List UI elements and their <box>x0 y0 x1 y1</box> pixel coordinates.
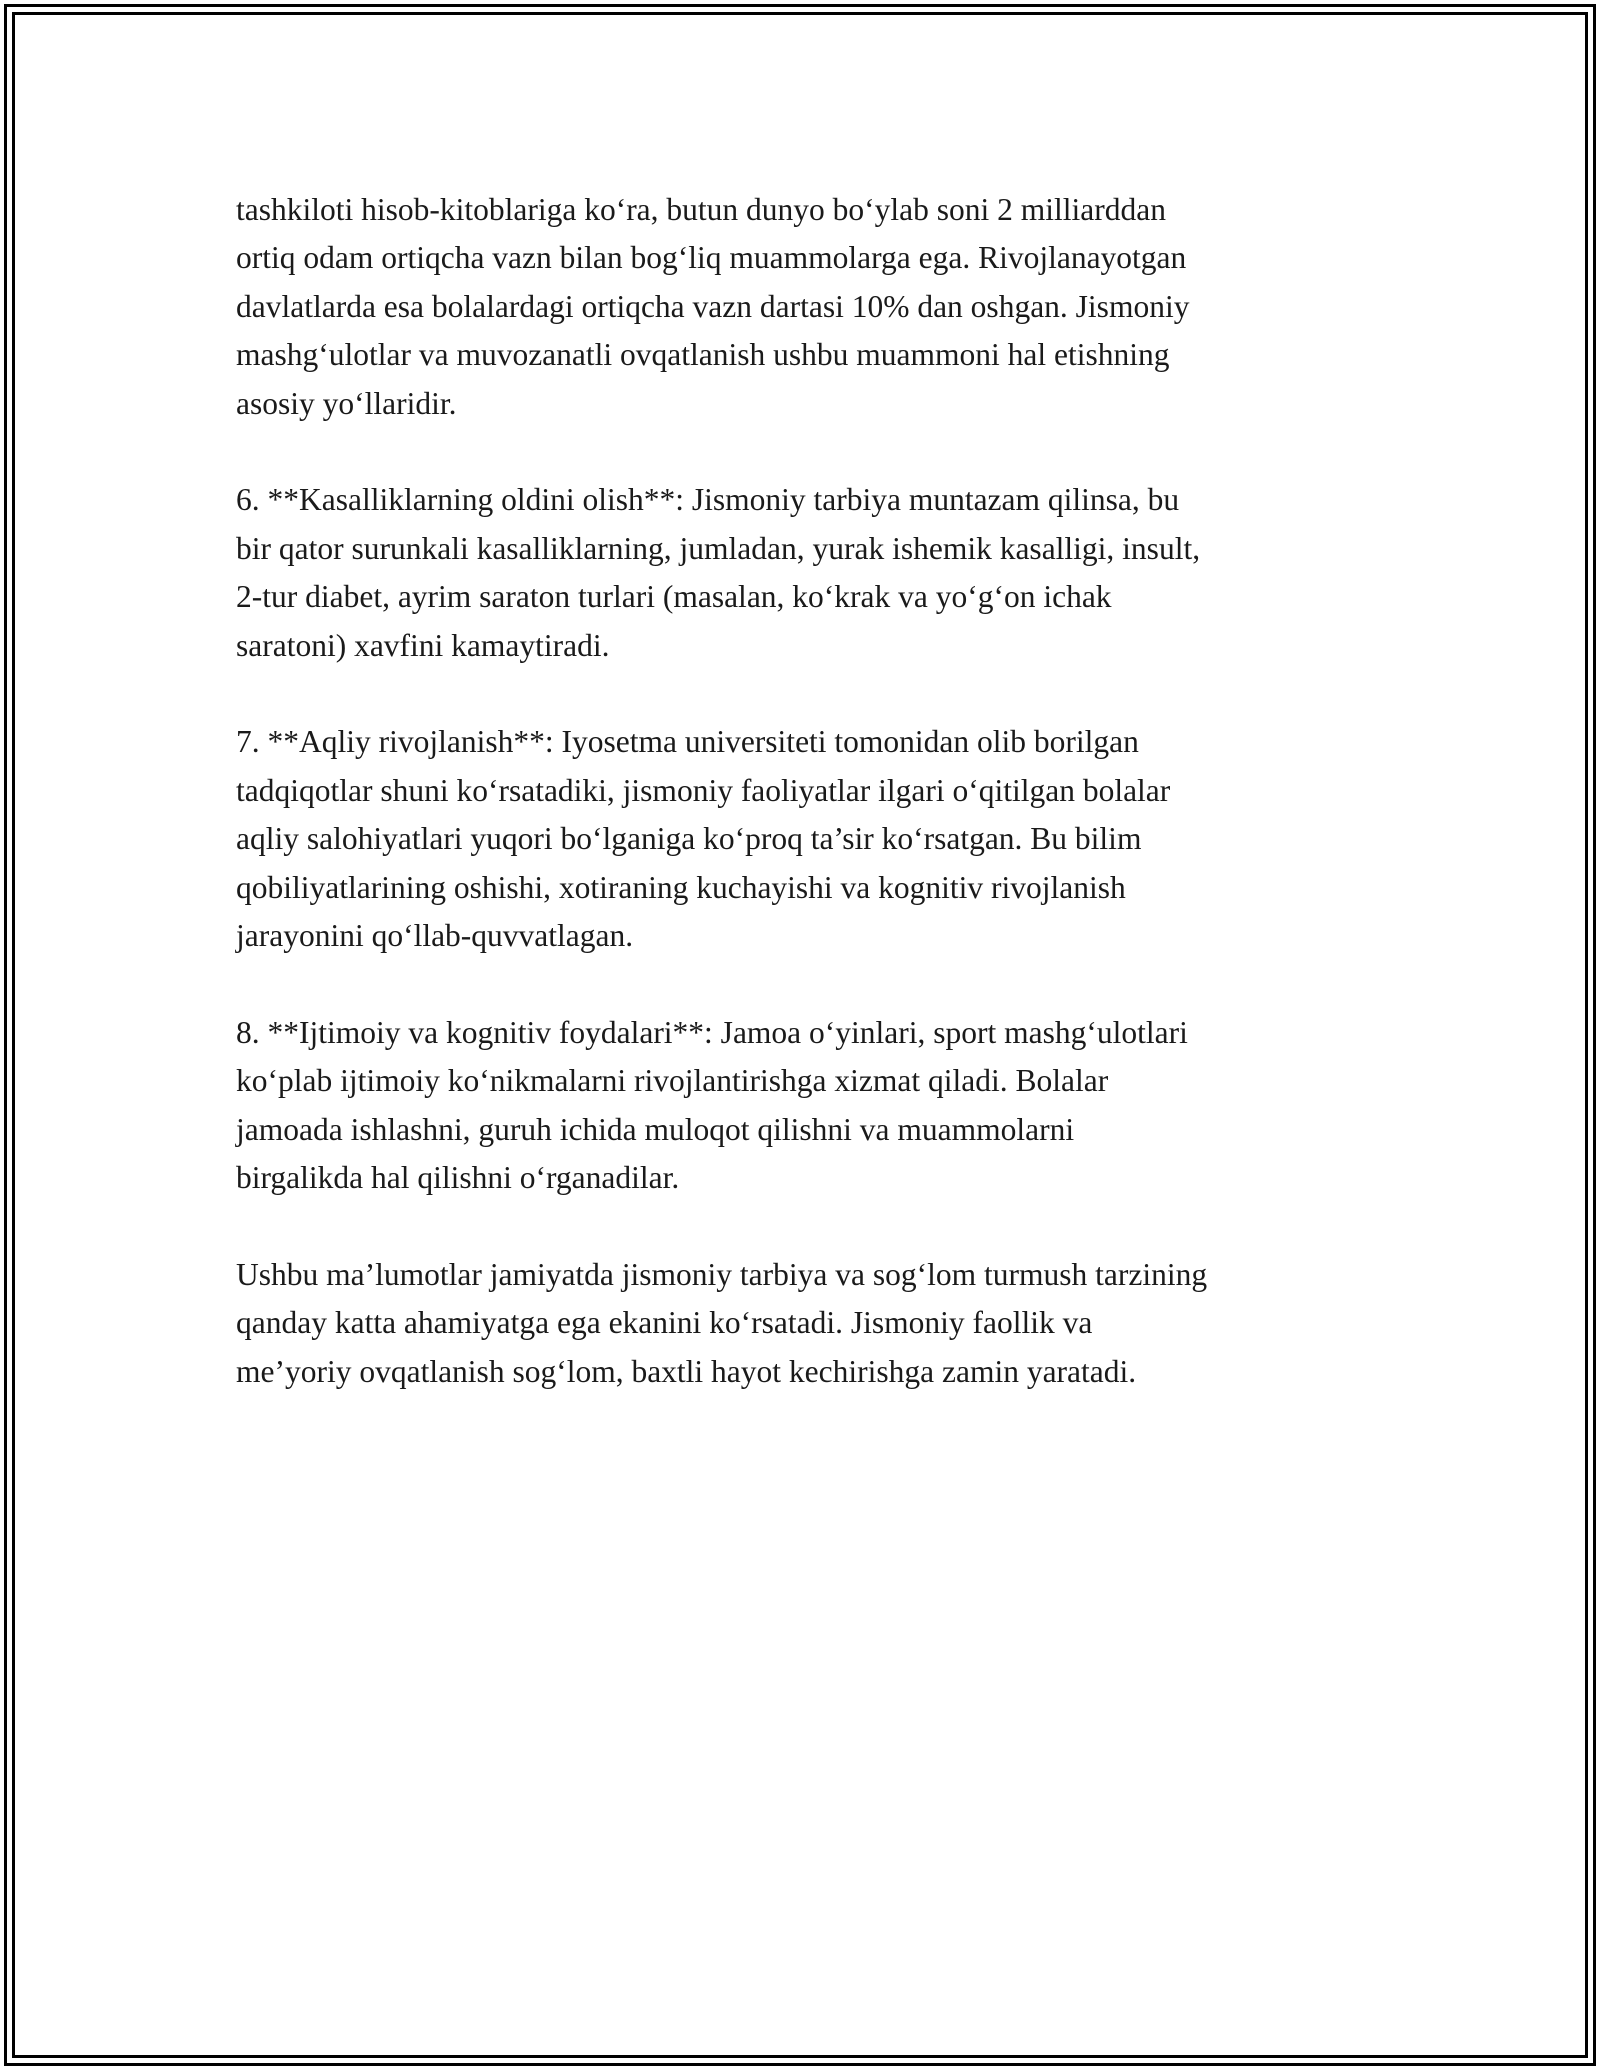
text-line: tashkiloti hisob-kitoblariga ko‘ra, butun dunyo bo‘ylab soni 2 milliarddan <box>236 192 1166 227</box>
text-line: davlatlarda esa bolalardagi ortiqcha vazn dartasi 10% dan oshgan. Jismoniy <box>236 288 1190 324</box>
text-line: me’yoriy ovqatlanish sog‘lom, baxtli hayot kechirishga zamin yaratadi. <box>236 1353 1137 1389</box>
text-line: 7. **Aqliy rivojlanish**: Iyosetma universiteti tomonidan olib borilgan <box>236 724 1139 760</box>
paragraph-mental-development <box>236 718 1386 960</box>
text-line: mashg‘ulotlar va muvozanatli ovqatlanish ushbu muammoni hal etishning <box>236 337 1170 373</box>
text-line: jarayonini qo‘llab-quvvatlagan. <box>236 918 634 954</box>
text-line: Ushbu ma’lumotlar jamiyatda jismoniy tarbiya va sog‘lom turmush tarzining <box>236 1256 1208 1292</box>
text-line: ortiq odam ortiqcha vazn bilan bog‘liq muammolarga ega. Rivojlanayotgan <box>236 240 1187 276</box>
text-line: qanday katta ahamiyatga ega ekanini ko‘rsatadi. Jismoniy faollik va <box>236 1305 1093 1341</box>
text-line: asosiy yo‘llaridir. <box>236 385 457 421</box>
text-line: aqliy salohiyatlari yuqori bo‘lganiga ko‘proq ta’sir ko‘rsatgan. Bu bilim <box>236 821 1142 857</box>
paragraph-conclusion <box>236 1251 1386 1396</box>
paragraph-disease-prevention <box>236 476 1386 670</box>
text-line: saratoni) xavfini kamaytiradi. <box>236 627 610 663</box>
paragraph-obesity <box>236 186 1386 428</box>
text-line: birgalikda hal qilishni o‘rganadilar. <box>236 1160 680 1196</box>
text-line: 2-tur diabet, ayrim saraton turlari (masalan, ko‘krak va yo‘g‘on ichak <box>236 579 1112 615</box>
text-line: 6. **Kasalliklarning oldini olish**: Jismoniy tarbiya muntazam qilinsa, bu <box>236 482 1180 518</box>
text-line: qobiliyatlarining oshishi, xotiraning kuchayishi va kognitiv rivojlanish <box>236 869 1126 905</box>
text-line: jamoada ishlashni, guruh ichida muloqot qilishni va muammolarni <box>236 1111 1075 1147</box>
text-line: bir qator surunkali kasalliklarning, jumladan, yurak ishemik kasalligi, insult, <box>236 530 1201 566</box>
paragraph-social-benefits <box>236 1009 1386 1203</box>
text-line: ko‘plab ijtimoiy ko‘nikmalarni rivojlantirishga xizmat qiladi. Bolalar <box>236 1063 1109 1099</box>
document-body <box>236 186 1386 1396</box>
text-line: 8. **Ijtimoiy va kognitiv foydalari**: Jamoa o‘yinlari, sport mashg‘ulotlari <box>236 1014 1188 1050</box>
text-line: tadqiqotlar shuni ko‘rsatadiki, jismoniy faoliyatlar ilgari o‘qitilgan bolalar <box>236 772 1171 808</box>
